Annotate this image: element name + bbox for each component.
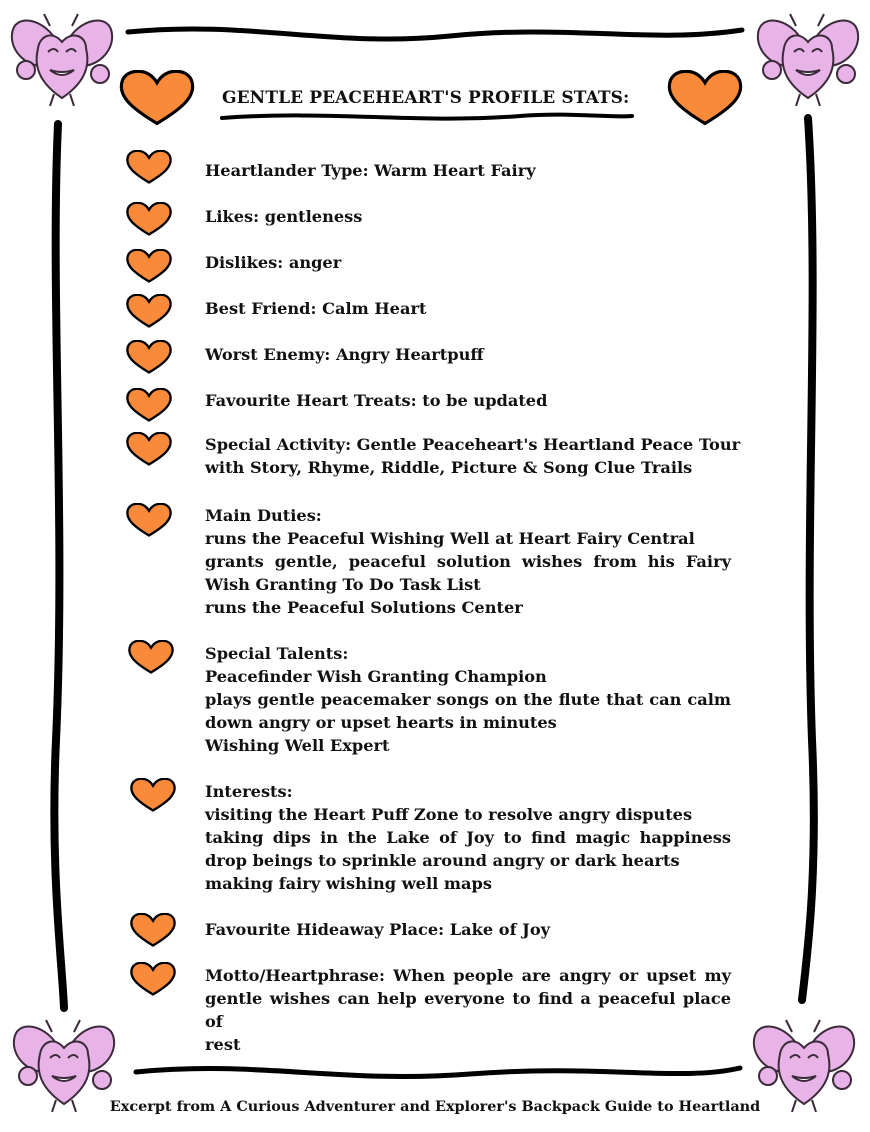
- heart-icon: [128, 913, 178, 947]
- stat-line: Favourite Hideaway Place: Lake of Joy: [205, 920, 551, 939]
- stat-special-activity: [205, 433, 741, 479]
- stat-line: Dislikes: anger: [205, 253, 342, 272]
- stat-line: rest: [205, 1035, 241, 1054]
- stat-line: runs the Peaceful Solutions Center: [205, 598, 523, 617]
- stat-heartlander-type: [205, 159, 731, 182]
- heart-icon: [666, 70, 744, 126]
- stat-line: visiting the Heart Puff Zone to resolve angry disputes: [205, 805, 693, 824]
- stat-line: Heartlander Type: Warm Heart Fairy: [205, 161, 536, 180]
- frame-top-border: [128, 29, 742, 39]
- frame-bottom-border: [136, 1068, 740, 1077]
- frame-left-border: [54, 124, 64, 1008]
- heart-icon: [124, 249, 174, 283]
- stat-line: Wishing Well Expert: [205, 736, 390, 755]
- footer-credit: Excerpt from A Curious Adventurer and Explorer's Backpack Guide to Heartland: [109, 1098, 761, 1115]
- stat-worst-enemy: [205, 343, 731, 366]
- heart-icon: [124, 388, 174, 422]
- heart-icon: [124, 340, 174, 374]
- title-underline: [222, 115, 632, 119]
- heart-icon: [124, 503, 174, 537]
- stat-interests: [205, 780, 731, 895]
- stat-motto: [205, 964, 731, 1056]
- stat-line: Best Friend: Calm Heart: [205, 299, 427, 318]
- stat-line: runs the Peaceful Wishing Well at Heart Fairy Central: [205, 529, 695, 548]
- stat-special-talents: [205, 642, 731, 757]
- stat-line: down angry or upset hearts in minutes: [205, 713, 557, 732]
- stat-line: grants gentle, peaceful solution wishes from his Fairy: [205, 552, 731, 571]
- stat-line: drop beings to sprinkle around angry or dark hearts: [205, 851, 680, 870]
- stat-line: Favourite Heart Treats: to be updated: [205, 391, 548, 410]
- stat-dislikes: [205, 251, 731, 274]
- stat-line: gentle wishes can help everyone to find a peaceful place of: [205, 989, 731, 1031]
- stat-line: Special Talents:: [205, 644, 349, 663]
- stat-main-duties: [205, 504, 731, 619]
- stat-line: Special Activity: Gentle Peaceheart's Heartland Peace Tour: [205, 435, 741, 454]
- stat-line: Peacefinder Wish Granting Champion: [205, 667, 547, 686]
- heart-icon: [128, 778, 178, 812]
- stat-line: making fairy wishing well maps: [205, 874, 492, 893]
- page-title: GENTLE PEACEHEART'S PROFILE STATS:: [222, 88, 630, 108]
- stat-likes: [205, 205, 731, 228]
- heart-fairy-icon: [6, 8, 116, 106]
- stat-line: Main Duties:: [205, 506, 322, 525]
- heart-icon: [124, 432, 174, 466]
- heart-icon: [124, 150, 174, 184]
- stat-line: Interests:: [205, 782, 293, 801]
- heart-icon: [126, 640, 176, 674]
- heart-icon: [118, 70, 196, 126]
- stat-line: Likes: gentleness: [205, 207, 363, 226]
- stat-line: Motto/Heartphrase: When people are angry or upset my: [205, 966, 731, 985]
- frame-right-border: [802, 118, 814, 1000]
- stat-hideaway-place: [205, 918, 731, 941]
- stat-favourite-treats: [205, 389, 731, 412]
- stat-line: Worst Enemy: Angry Heartpuff: [205, 345, 484, 364]
- stat-line: plays gentle peacemaker songs on the flute that can calm: [205, 690, 731, 709]
- stat-best-friend: [205, 297, 731, 320]
- stat-line: Wish Granting To Do Task List: [205, 575, 481, 594]
- stat-line: with Story, Rhyme, Riddle, Picture & Song Clue Trails: [205, 458, 693, 477]
- heart-icon: [124, 294, 174, 328]
- heart-icon: [128, 962, 178, 996]
- stat-line: taking dips in the Lake of Joy to find magic happiness: [205, 828, 731, 847]
- heart-fairy-icon: [752, 8, 862, 106]
- heart-icon: [124, 202, 174, 236]
